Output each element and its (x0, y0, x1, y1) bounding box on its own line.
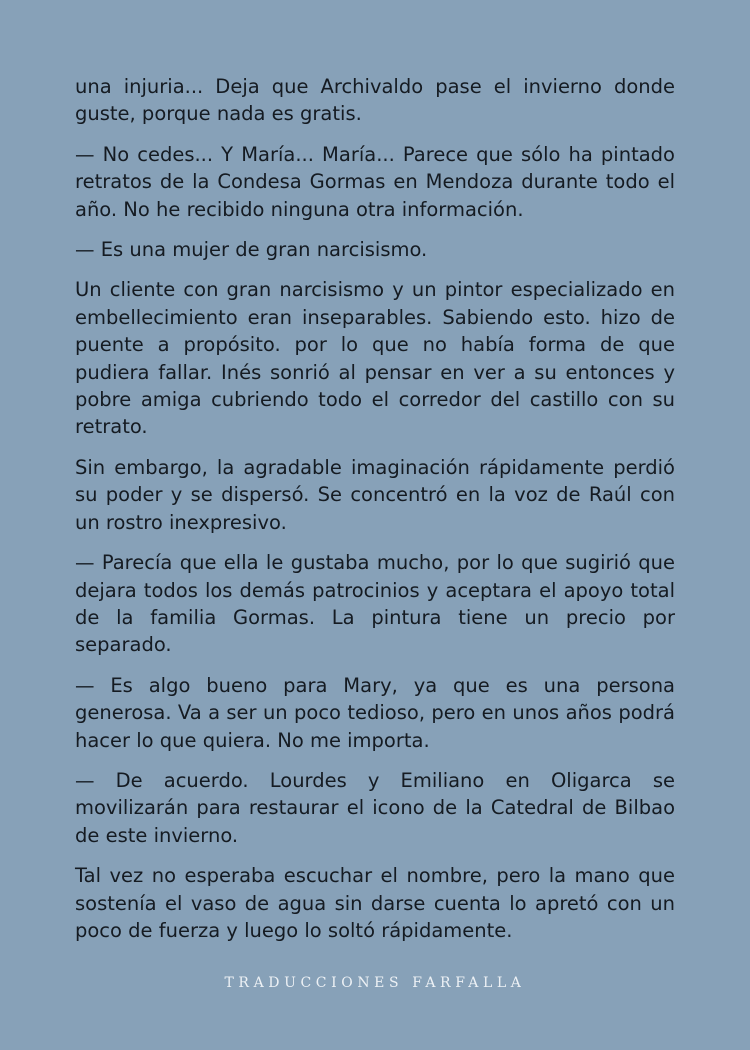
paragraph: — Es algo bueno para Mary, ya que es una persona generosa. Va a ser un poco tedioso, pero en unos años podrá hacer lo que quiera. No me importa. (75, 673, 675, 752)
paragraph: Un cliente con gran narcisismo y un pintor especializado en embellecimiento eran inseparables. Sabiendo esto. hizo de puente a propósito. por lo que no había forma de que pudiera fallar. Inés sonrió al pensar en ver a su entonces y pobre amiga cubriendo todo el corredor del castillo con su retrato. (75, 278, 675, 439)
paragraph: — De acuerdo. Lourdes y Emiliano en Oligarca se movilizarán para restaurar el icono de la Catedral de Bilbao de este invierno. (75, 768, 675, 847)
paragraph: — Es una mujer de gran narcisismo. (75, 238, 428, 262)
page-footer: TRADUCCIONES FARFALLA (224, 975, 526, 991)
paragraph: — Parecía que ella le gustaba mucho, por lo que sugirió que dejara todos los demás patrocinios y aceptara el apoyo total de la familia Gormas. La pintura tiene un precio por separado. (75, 551, 675, 657)
paragraph: una injuria... Deja que Archivaldo pase el invierno donde guste, porque nada es gratis. (75, 75, 675, 126)
paragraph: — No cedes... Y María... María... Parece que sólo ha pintado retratos de la Condesa Gormas en Mendoza durante todo el año. No he recibido ninguna otra información. (75, 142, 675, 221)
paragraph: Sin embargo, la agradable imaginación rápidamente perdió su poder y se dispersó. Se concentró en la voz de Raúl con un rostro inexpresivo. (75, 455, 675, 534)
paragraph: Tal vez no esperaba escuchar el nombre, pero la mano que sostenía el vaso de agua sin darse cuenta lo apretó con un poco de fuerza y luego lo soltó rápidamente. (75, 864, 675, 942)
page-body (75, 73, 675, 957)
